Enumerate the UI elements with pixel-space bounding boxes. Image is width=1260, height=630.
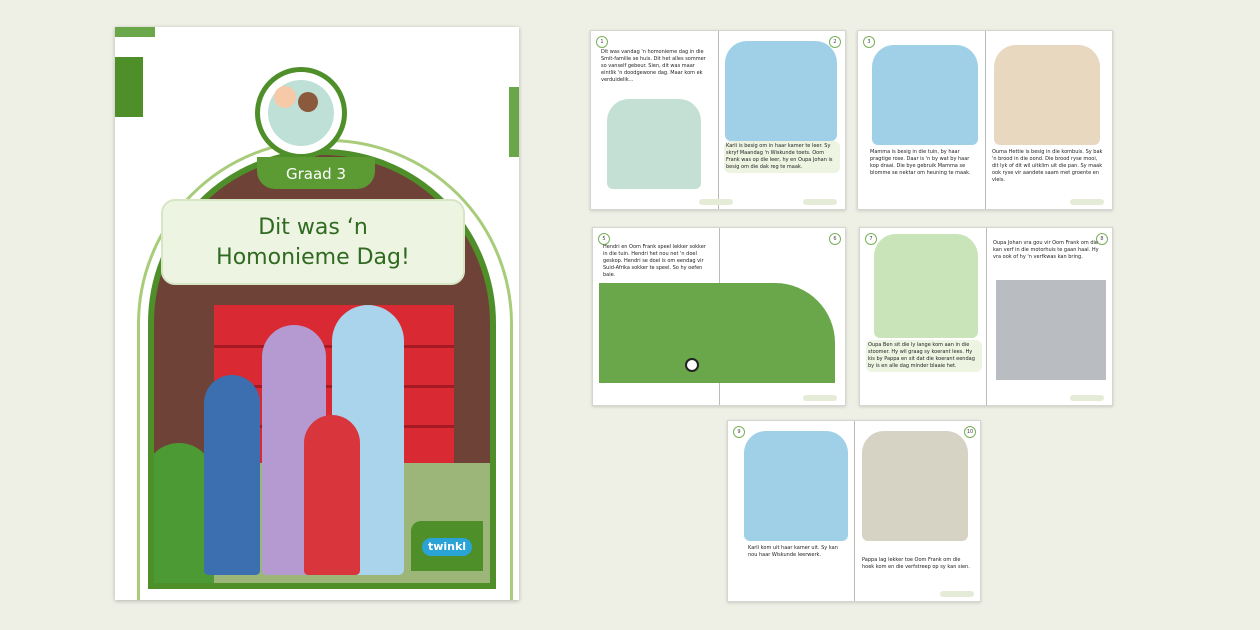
decorative-stripe [115,57,143,117]
page-number: 5 [598,233,610,245]
page-text-5: Hendri en Oom Frank speel lekker sokker in die tuin. Hendri het nou net 'n doel geskop. Hendri se doel is om eendag vir Suid-Afrika sokker te speel. So hy oefen baie. [603,244,706,278]
decorative-stripe [509,87,519,157]
soccer-ball-icon [685,358,699,372]
page-number: 10 [964,426,976,438]
men-illustration [862,431,968,541]
roof-illustration [725,41,837,141]
page-text-10: Pappa lag lekker toe Oom Frank om die hoek kom en die verfstreep op sy kan sien. [862,557,970,570]
grade-label: Graad 3 [257,157,375,189]
page-spread-3-4[interactable] [857,30,1113,210]
page-text-8: Oupa Johan vra gou vir Oom Frank om die kan verf in die motorhuis te gaan haal. Hy vra ook of hy 'n verfkwas kan bring. [993,240,1099,260]
book-title [161,199,465,285]
page-number: 8 [1096,233,1108,245]
page-text-1: Dit was vandag 'n homonieme dag in die Smit-familie se huis. Dit het alles sommer so vanself gebeur. Sien, dit was maar eintlik 'n doodgewone dag. Maar kom ek verduidelik... [601,49,706,83]
page-number: 1 [596,36,608,48]
decorative-stripe [115,27,155,37]
twinkl-logo-text: twinkl [422,538,472,556]
book-cover[interactable] [115,27,519,600]
title-line-1: Dit was ‘n [258,215,368,240]
page-number: 3 [863,36,875,48]
page-number: 9 [733,426,745,438]
house-illustration [607,99,701,189]
characters-badge [255,67,347,159]
page-spread-7-8[interactable] [859,227,1113,406]
page-number: 7 [865,233,877,245]
page-text-7: Oupa Ben sit die ly lange kom aan in die stoomer. Hy wil graag sy koerant lees. Hy kis by Pappa en sit dat die koerant eendag by is en alle dag minder blaaie het. [866,340,982,372]
page-text-4: Ouma Hettie is besig in die kombuis. Sy bak 'n brood in die oond. Die brood ryse mooi, dit lyk of dit wil uitklim uit die pan. Sy maak ook ryse vir aandete saam met groente en vleis. [992,149,1103,183]
karli-illustration [744,431,848,541]
page-text-2: Karli is besig om in haar kamer te leer. Sy skryf Maandag 'n Wiskunde toets. Oom Frank was op die leer, hy en Oupa Johan is besig om die dak reg te maak. [724,141,840,173]
page-spread-5-6[interactable] [592,227,846,406]
title-line-2: Homonieme Dag! [216,245,410,270]
page-text-9: Karli kom uit haar kamer uit. Sy kan nou haar Wiskunde leerwerk. [748,545,838,558]
page-text-3: Mamma is besig in die tuin, by haar pragtige rose. Daar is 'n by wat by haar kop draai. Die bye gebruik Mamma se blomme se nektar om heuning te maak. [870,149,971,176]
kitchen-illustration [994,45,1100,145]
page-spread-1-2[interactable] [590,30,846,210]
garage-illustration [996,280,1106,380]
couch-illustration [874,234,978,338]
page-number: 6 [829,233,841,245]
page-number: 2 [829,36,841,48]
page-spread-9-10[interactable] [727,420,981,602]
soccer-illustration [599,283,835,383]
twinkl-logo [411,521,483,571]
garden-illustration [872,45,978,145]
